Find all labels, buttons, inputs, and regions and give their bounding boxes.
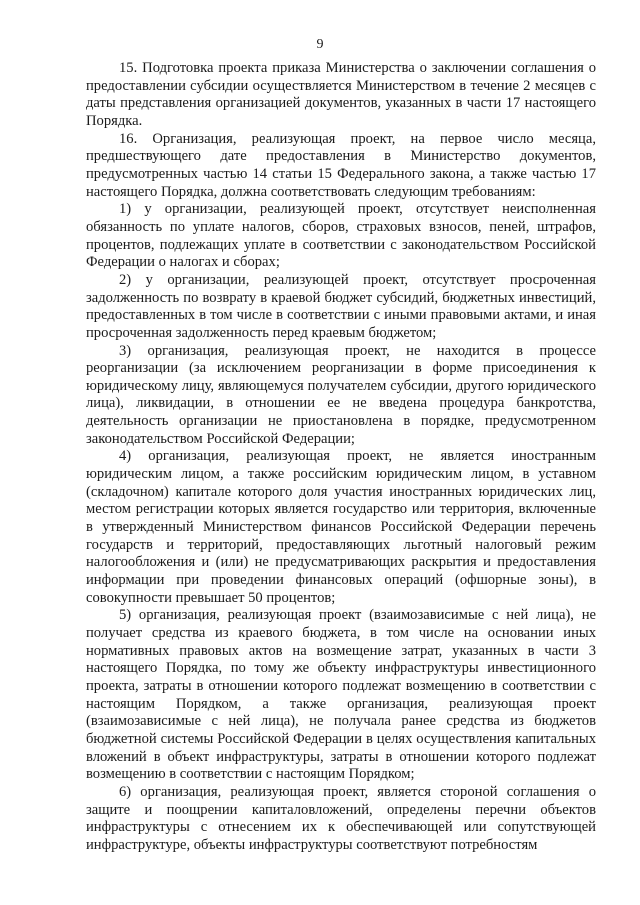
requirement-6-investment-agreement: 6) организация, реализующая проект, является стороной соглашения о защите и поощрении капиталовложений, определены перечни объектов инфраструктуры с отнесением их к обеспечивающей или сопутствующей инфраструктуре, объекты инфраструктуры соответствуют потребностям (86, 783, 596, 853)
page-number: 9 (316, 37, 324, 52)
paragraph-16-requirements: 16. Организация, реализующая проект, на первое число месяца, предшествующего дате предоставления в Министерство документов, предусмотренных частью 14 статьи 15 Федерального закона, а также частью 17 настоящего Порядка, должна соответствовать следующим требованиям: (86, 130, 596, 200)
paragraph-15-draft-order: 15. Подготовка проекта приказа Министерства о заключении соглашения о предоставлении субсидии осуществляется Министерством в течение 2 месяцев с даты представления организацией документов, указанных в части 17 настоящего Порядка. (86, 60, 596, 129)
requirement-1-no-tax-debt: 1) у организации, реализующей проект, отсутствует неисполненная обязанность по уплате налогов, сборов, страховых взносов, пеней, штрафов, процентов, подлежащих уплате в соответствии с законодательством Российской Федерации о налогах и сборах; (86, 201, 596, 271)
document-body (86, 60, 596, 855)
requirement-2-no-overdue-debt: 2) у организации, реализующей проект, отсутствует просроченная задолженность по возврату в краевой бюджет субсидий, бюджетных инвестиций, предоставленных в том числе в соответствии с иными правовыми актами, и иная просроченная задолженность перед краевым бюджетом; (86, 271, 596, 341)
requirement-4-not-foreign-entity: 4) организация, реализующая проект, не является иностранным юридическим лицом, а также российским юридическим лицом, в уставном (складочном) капитале которого доля участия иностранных юридических лиц, местом регистрации которых является государство или территория, включенные в утвержденный Министерством финансов Российской Федерации перечень государств и территорий, предоставляющих льготный налоговый режим налогообложения и (или) не предусматривающих раскрытия и предоставления информации при проведении финансовых операций (офшорные зоны), в совокупности превышает 50 процентов; (86, 448, 596, 606)
requirement-3-no-reorganization: 3) организация, реализующая проект, не находится в процессе реорганизации (за исключением реорганизации в форме присоединения к юридическому лицу, являющемуся получателем субсидии, другого юридического лица), ликвидации, в отношении ее не введена процедура банкротства, деятельность организации не приостановлена в порядке, предусмотренном законодательством Российской Федерации; (86, 342, 596, 447)
requirement-5-no-double-funding: 5) организация, реализующая проект (взаимозависимые с ней лица), не получает средства из краевого бюджета, в том числе на основании иных нормативных правовых актов на возмещение затрат, указанных в части 3 настоящего Порядка, по тому же объекту инфраструктуры инвестиционного проекта, затраты в отношении которого подлежат возмещению в соответствии с настоящим Порядком, а также организация, реализующая проект (взаимозависимые с ней лица), не получала ранее средства из бюджетов бюджетной системы Российской Федерации в целях осуществления капитальных вложений в объект инфраструктуры, затраты в отношении которого подлежат возмещению в соответствии с настоящим Порядком; (86, 607, 596, 783)
